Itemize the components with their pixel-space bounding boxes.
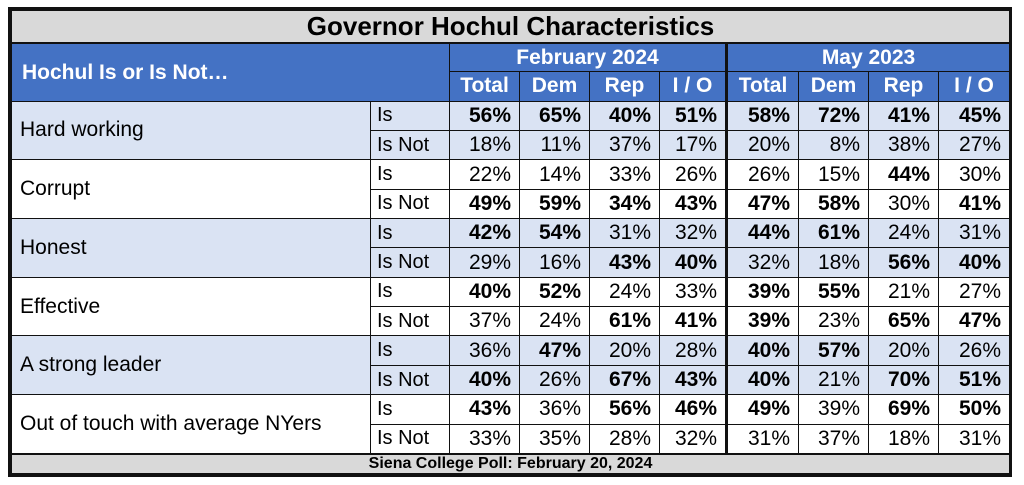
value-cell: 39%: [727, 277, 799, 306]
value-cell: 41%: [869, 101, 939, 130]
table-row: [12, 395, 1010, 424]
response-label: Is Not: [371, 130, 450, 159]
value-cell: 50%: [939, 395, 1010, 424]
value-cell: 31%: [727, 424, 799, 453]
period-header-may-2023: May 2023: [727, 43, 1010, 71]
poll-table: [11, 10, 1010, 474]
value-cell: 40%: [660, 248, 727, 277]
value-cell: 43%: [660, 189, 727, 218]
value-cell: 32%: [660, 424, 727, 453]
value-cell: 40%: [727, 336, 799, 365]
value-cell: 26%: [660, 160, 727, 189]
value-cell: 39%: [799, 395, 869, 424]
value-cell: 22%: [450, 160, 520, 189]
value-cell: 43%: [590, 248, 660, 277]
value-cell: 37%: [799, 424, 869, 453]
row-header-label: Hochul Is or Is Not…: [12, 43, 450, 101]
source-footer: Siena College Poll: February 20, 2024: [12, 454, 1010, 474]
value-cell: 32%: [727, 248, 799, 277]
value-cell: 30%: [869, 189, 939, 218]
value-cell: 28%: [590, 424, 660, 453]
response-label: Is: [371, 395, 450, 424]
value-cell: 24%: [869, 219, 939, 248]
value-cell: 65%: [869, 307, 939, 336]
column-header: Rep: [869, 72, 939, 101]
value-cell: 56%: [869, 248, 939, 277]
value-cell: 14%: [520, 160, 590, 189]
value-cell: 26%: [939, 336, 1010, 365]
value-cell: 32%: [660, 219, 727, 248]
column-header: I / O: [660, 72, 727, 101]
table-row: [12, 336, 1010, 365]
row-label: Effective: [12, 277, 371, 336]
value-cell: 27%: [939, 130, 1010, 159]
table-title: Governor Hochul Characteristics: [12, 11, 1010, 44]
value-cell: 26%: [727, 160, 799, 189]
value-cell: 35%: [520, 424, 590, 453]
value-cell: 49%: [727, 395, 799, 424]
value-cell: 16%: [520, 248, 590, 277]
value-cell: 49%: [450, 189, 520, 218]
response-label: Is: [371, 101, 450, 130]
value-cell: 46%: [660, 395, 727, 424]
column-header: Dem: [799, 72, 869, 101]
value-cell: 33%: [450, 424, 520, 453]
table-row: [12, 101, 1010, 130]
poll-table-frame: [8, 7, 1012, 477]
value-cell: 30%: [939, 160, 1010, 189]
row-label: Hard working: [12, 101, 371, 160]
column-header: Rep: [590, 72, 660, 101]
value-cell: 31%: [939, 219, 1010, 248]
value-cell: 44%: [869, 160, 939, 189]
value-cell: 23%: [799, 307, 869, 336]
value-cell: 8%: [799, 130, 869, 159]
value-cell: 69%: [869, 395, 939, 424]
value-cell: 59%: [520, 189, 590, 218]
value-cell: 38%: [869, 130, 939, 159]
value-cell: 20%: [590, 336, 660, 365]
value-cell: 44%: [727, 219, 799, 248]
value-cell: 18%: [869, 424, 939, 453]
value-cell: 40%: [450, 365, 520, 394]
value-cell: 15%: [799, 160, 869, 189]
column-header: Dem: [520, 72, 590, 101]
value-cell: 36%: [520, 395, 590, 424]
value-cell: 41%: [660, 307, 727, 336]
value-cell: 57%: [799, 336, 869, 365]
value-cell: 18%: [799, 248, 869, 277]
value-cell: 11%: [520, 130, 590, 159]
value-cell: 51%: [939, 365, 1010, 394]
value-cell: 20%: [727, 130, 799, 159]
value-cell: 37%: [590, 130, 660, 159]
value-cell: 70%: [869, 365, 939, 394]
value-cell: 21%: [799, 365, 869, 394]
value-cell: 52%: [520, 277, 590, 306]
column-header: Total: [727, 72, 799, 101]
response-label: Is Not: [371, 189, 450, 218]
value-cell: 26%: [520, 365, 590, 394]
value-cell: 55%: [799, 277, 869, 306]
value-cell: 65%: [520, 101, 590, 130]
value-cell: 42%: [450, 219, 520, 248]
response-label: Is: [371, 160, 450, 189]
value-cell: 56%: [450, 101, 520, 130]
value-cell: 39%: [727, 307, 799, 336]
value-cell: 33%: [660, 277, 727, 306]
value-cell: 45%: [939, 101, 1010, 130]
value-cell: 24%: [520, 307, 590, 336]
value-cell: 61%: [590, 307, 660, 336]
value-cell: 58%: [727, 101, 799, 130]
value-cell: 31%: [939, 424, 1010, 453]
value-cell: 47%: [939, 307, 1010, 336]
value-cell: 40%: [939, 248, 1010, 277]
table-row: [12, 219, 1010, 248]
table-row: [12, 160, 1010, 189]
value-cell: 18%: [450, 130, 520, 159]
row-label: Corrupt: [12, 160, 371, 219]
value-cell: 67%: [590, 365, 660, 394]
value-cell: 47%: [727, 189, 799, 218]
value-cell: 24%: [590, 277, 660, 306]
value-cell: 72%: [799, 101, 869, 130]
response-label: Is Not: [371, 424, 450, 453]
response-label: Is: [371, 336, 450, 365]
value-cell: 58%: [799, 189, 869, 218]
response-label: Is Not: [371, 307, 450, 336]
value-cell: 40%: [590, 101, 660, 130]
value-cell: 29%: [450, 248, 520, 277]
response-label: Is Not: [371, 248, 450, 277]
value-cell: 40%: [727, 365, 799, 394]
value-cell: 51%: [660, 101, 727, 130]
value-cell: 31%: [590, 219, 660, 248]
table-row: [12, 277, 1010, 306]
value-cell: 54%: [520, 219, 590, 248]
response-label: Is: [371, 219, 450, 248]
value-cell: 20%: [869, 336, 939, 365]
row-label: Out of touch with average NYers: [12, 395, 371, 454]
value-cell: 40%: [450, 277, 520, 306]
value-cell: 43%: [450, 395, 520, 424]
response-label: Is Not: [371, 365, 450, 394]
value-cell: 56%: [590, 395, 660, 424]
period-header-feb-2024: February 2024: [450, 43, 727, 71]
value-cell: 47%: [520, 336, 590, 365]
value-cell: 37%: [450, 307, 520, 336]
value-cell: 36%: [450, 336, 520, 365]
value-cell: 17%: [660, 130, 727, 159]
value-cell: 34%: [590, 189, 660, 218]
value-cell: 27%: [939, 277, 1010, 306]
row-label: Honest: [12, 219, 371, 278]
column-header: I / O: [939, 72, 1010, 101]
value-cell: 43%: [660, 365, 727, 394]
value-cell: 61%: [799, 219, 869, 248]
column-header: Total: [450, 72, 520, 101]
value-cell: 33%: [590, 160, 660, 189]
value-cell: 28%: [660, 336, 727, 365]
value-cell: 21%: [869, 277, 939, 306]
row-label: A strong leader: [12, 336, 371, 395]
response-label: Is: [371, 277, 450, 306]
value-cell: 41%: [939, 189, 1010, 218]
